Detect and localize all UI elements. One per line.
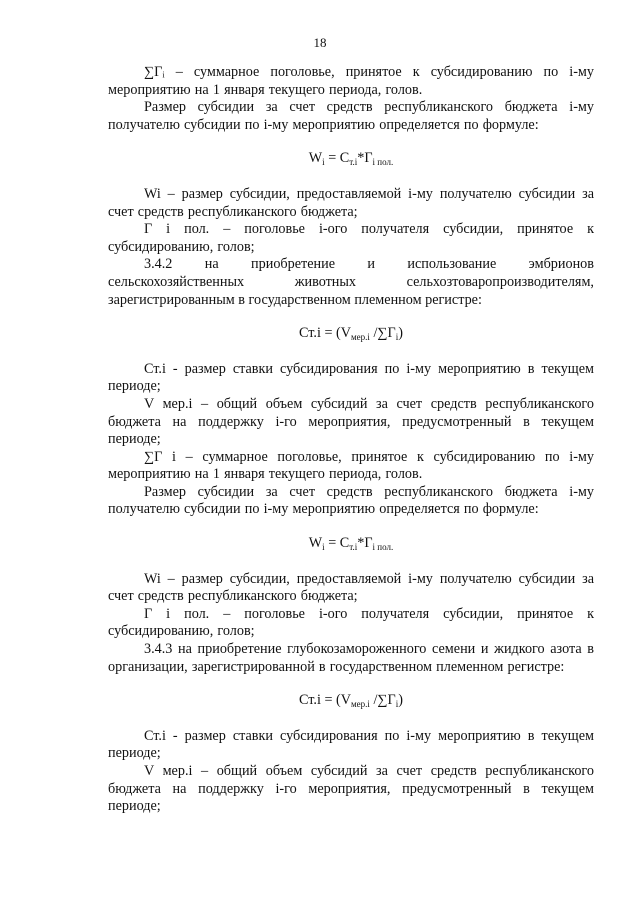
formula-rate-1: $Ст.i = (V_{мер.i}$ $/\sum Г_i$) [299,325,403,343]
paragraph-formula-intro: Размер субсидии за счет средств республиканского бюджета i-му получателю субсидии по i-му мероприятию определяется по формуле: [108,99,594,133]
paragraph-head-definition-2: Г i пол. – поголовье i-ого получателя субсидии, принятое к субсидированию, голов; [108,605,594,640]
paragraph-volume-definition-2: V мер.i – общий объем субсидий за счет средств республиканского бюджета на поддержку i-го мероприятия, предусмотренный в текущем периоде; [108,763,594,815]
section-3-4-2-line2: сельскохозяйственных животных сельхозтоваропроизводителям, [108,273,594,290]
paragraph-head-definition: Г i пол. – поголовье i-ого получателя субсидии, принятое к субсидированию, голов; [108,221,594,255]
section-3-4-2-line3: зарегистрированным в государственном племенном регистре: [108,291,482,308]
paragraph-sum-head-definition-2: ∑Г i – суммарное поголовье, принятое к субсидированию по i-му мероприятию на 1 января текущего периода, голов. [108,448,594,483]
section-3-4-2-line1: 3.4.2 на приобретение и использование эмбрионов [144,256,594,273]
paragraph-sum-head-definition [108,64,594,99]
paragraph-wi-definition-2: Wi – размер субсидии, предоставляемой i-му получателю субсидии за счет средств республиканского бюджета; [108,570,594,605]
paragraph-volume-definition: V мер.i – общий объем субсидий за счет средств республиканского бюджета на поддержку i-го мероприятия, предусмотренный в текущем периоде; [108,395,594,448]
formula-rate-2: $Ст.i = (V_{мер.i}$ $/\sum Г_i$) [299,692,403,710]
section-3-4-3: 3.4.3 на приобретение глубокозамороженного семени и жидкого азота в организации, зарегистрированной в государственном племенном регистре: [108,641,594,675]
page-number: 18 [313,35,327,50]
paragraph-formula-intro-2: Размер субсидии за счет средств республиканского бюджета i-му получателю субсидии по i-му мероприятию определяется по формуле: [108,483,594,518]
formula-w2: $W_i = С_{т.i}*Г_{i пол.}$ [308,535,394,553]
formula-w1: $W_i = С_{т.i}*Г_{i пол.}$ [308,150,394,168]
paragraph-sum-head-text: ∑Гᵢ – суммарное поголовье, принятое к субсидированию по i-му мероприятию на 1 января текущего периода, голов. [108,64,594,98]
paragraph-wi-definition: Wi – размер субсидии, предоставляемой i-му получателю субсидии за счет средств республиканского бюджета; [108,185,594,220]
paragraph-rate-definition-2: Ст.i - размер ставки субсидирования по i-му мероприятию в текущем периоде; [108,727,594,762]
paragraph-rate-definition: Ст.i - размер ставки субсидирования по i-му мероприятию в текущем периоде; [108,360,594,395]
document-body [108,64,594,816]
